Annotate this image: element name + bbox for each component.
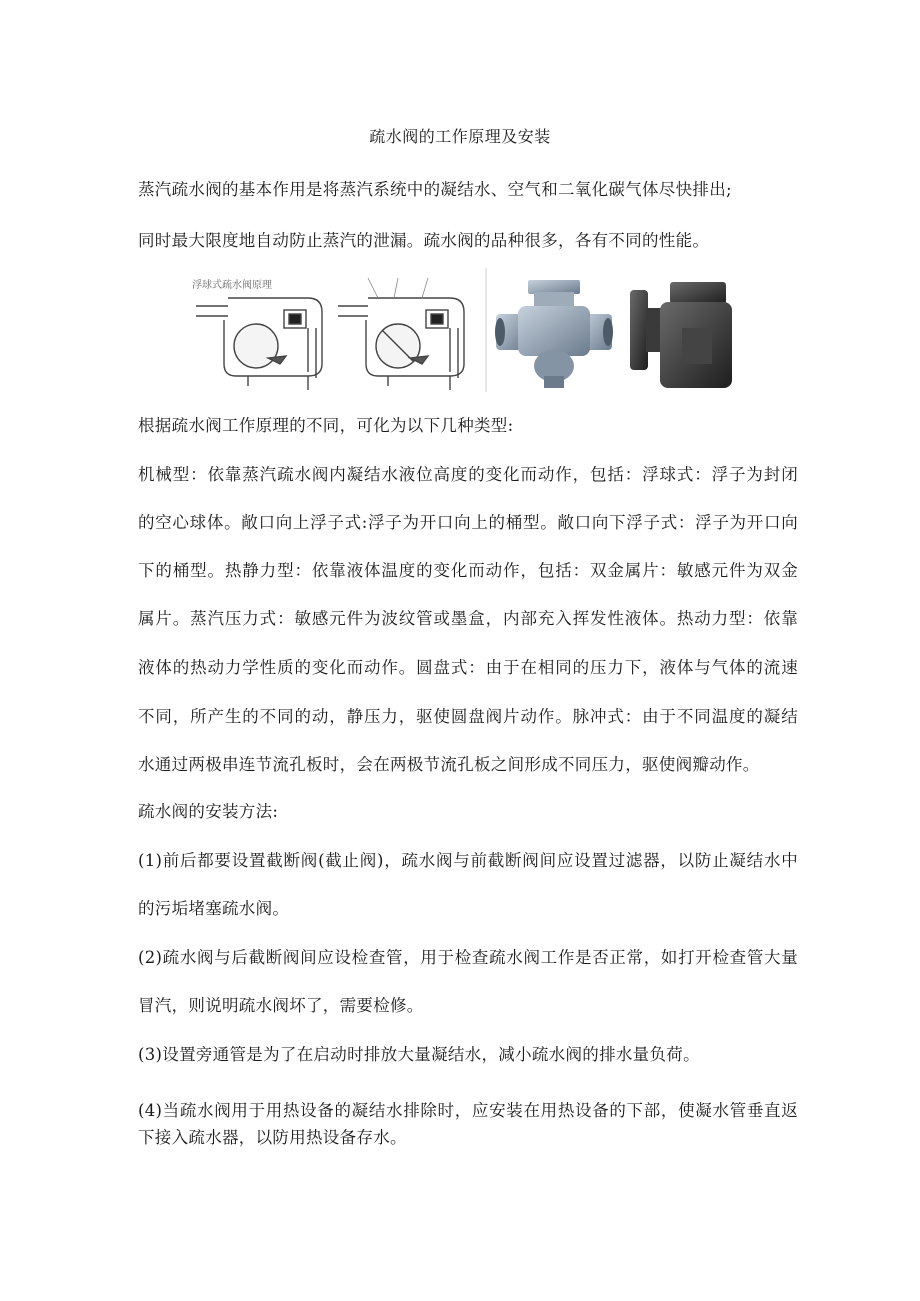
- page-title: 疏水阀的工作原理及安装: [369, 127, 551, 146]
- types-line-5: 液体的热动力学性质的变化而动作。圆盘式：由于在相同的压力下，液体与气体的流速: [138, 658, 798, 677]
- types-line-6: 不同，所产生的不同的动，静压力，驱使圆盘阀片动作。脉冲式：由于不同温度的凝结: [138, 707, 798, 726]
- intro-line-2: 同时最大限度地自动防止蒸汽的泄漏。疏水阀的品种很多，各有不同的性能。: [138, 231, 710, 250]
- install-heading: 疏水阀的安装方法:: [138, 802, 279, 821]
- intro-line-1: 蒸汽疏水阀的基本作用是将蒸汽系统中的凝结水、空气和二氧化碳气体尽快排出;: [138, 180, 732, 199]
- types-line-2: 的空心球体。敞口向上浮子式:浮子为开口向上的桶型。敞口向下浮子式：浮子为开口向: [138, 513, 798, 532]
- types-heading: 根据疏水阀工作原理的不同，可化为以下几种类型:: [138, 416, 514, 435]
- install-step-1-line-2: 的污垢堵塞疏水阀。: [138, 899, 290, 918]
- types-line-1: 机械型：依靠蒸汽疏水阀内凝结水液位高度的变化而动作，包括：浮球式：浮子为封闭: [138, 465, 798, 484]
- steam-trap-image-1: [490, 268, 620, 392]
- diagram-label: 浮球式疏水阀原理: [192, 280, 272, 291]
- float-trap-diagram: [188, 268, 488, 392]
- types-line-7: 水通过两极串连节流孔板时，会在两极节流孔板之间形成不同压力，驱使阀瓣动作。: [138, 755, 760, 774]
- steam-trap-photo-1: [490, 268, 620, 392]
- install-step-4-line-1: (4)当疏水阀用于用热设备的凝结水排除时，应安装在用热设备的下部，使凝水管垂直返: [138, 1101, 798, 1120]
- install-step-2-line-1: (2)疏水阀与后截断阀间应设检查管，用于检查疏水阀工作是否正常，如打开检查管大量: [138, 948, 798, 967]
- steam-trap-figure: [188, 268, 733, 392]
- steam-trap-image-2: [630, 268, 733, 392]
- install-step-1-line-1: (1)前后都要设置截断阀(截止阀)，疏水阀与前截断阀间应设置过滤器，以防止凝结水中: [138, 851, 798, 870]
- types-line-3: 下的桶型。热静力型：依靠液体温度的变化而动作，包括：双金属片：敏感元件为双金: [138, 561, 798, 580]
- steam-trap-photo-2: [630, 268, 733, 392]
- install-step-2-line-2: 冒汽，则说明疏水阀坏了，需要检修。: [138, 996, 424, 1015]
- install-step-3: (3)设置旁通管是为了在启动时排放大量凝结水，减小疏水阀的排水量负荷。: [138, 1045, 700, 1064]
- install-step-4-line-2: 下接入疏水器，以防用热设备存水。: [138, 1128, 407, 1147]
- types-line-4: 属片。蒸汽压力式：敏感元件为波纹管或墨盒，内部充入挥发性液体。热动力型：依靠: [138, 609, 798, 628]
